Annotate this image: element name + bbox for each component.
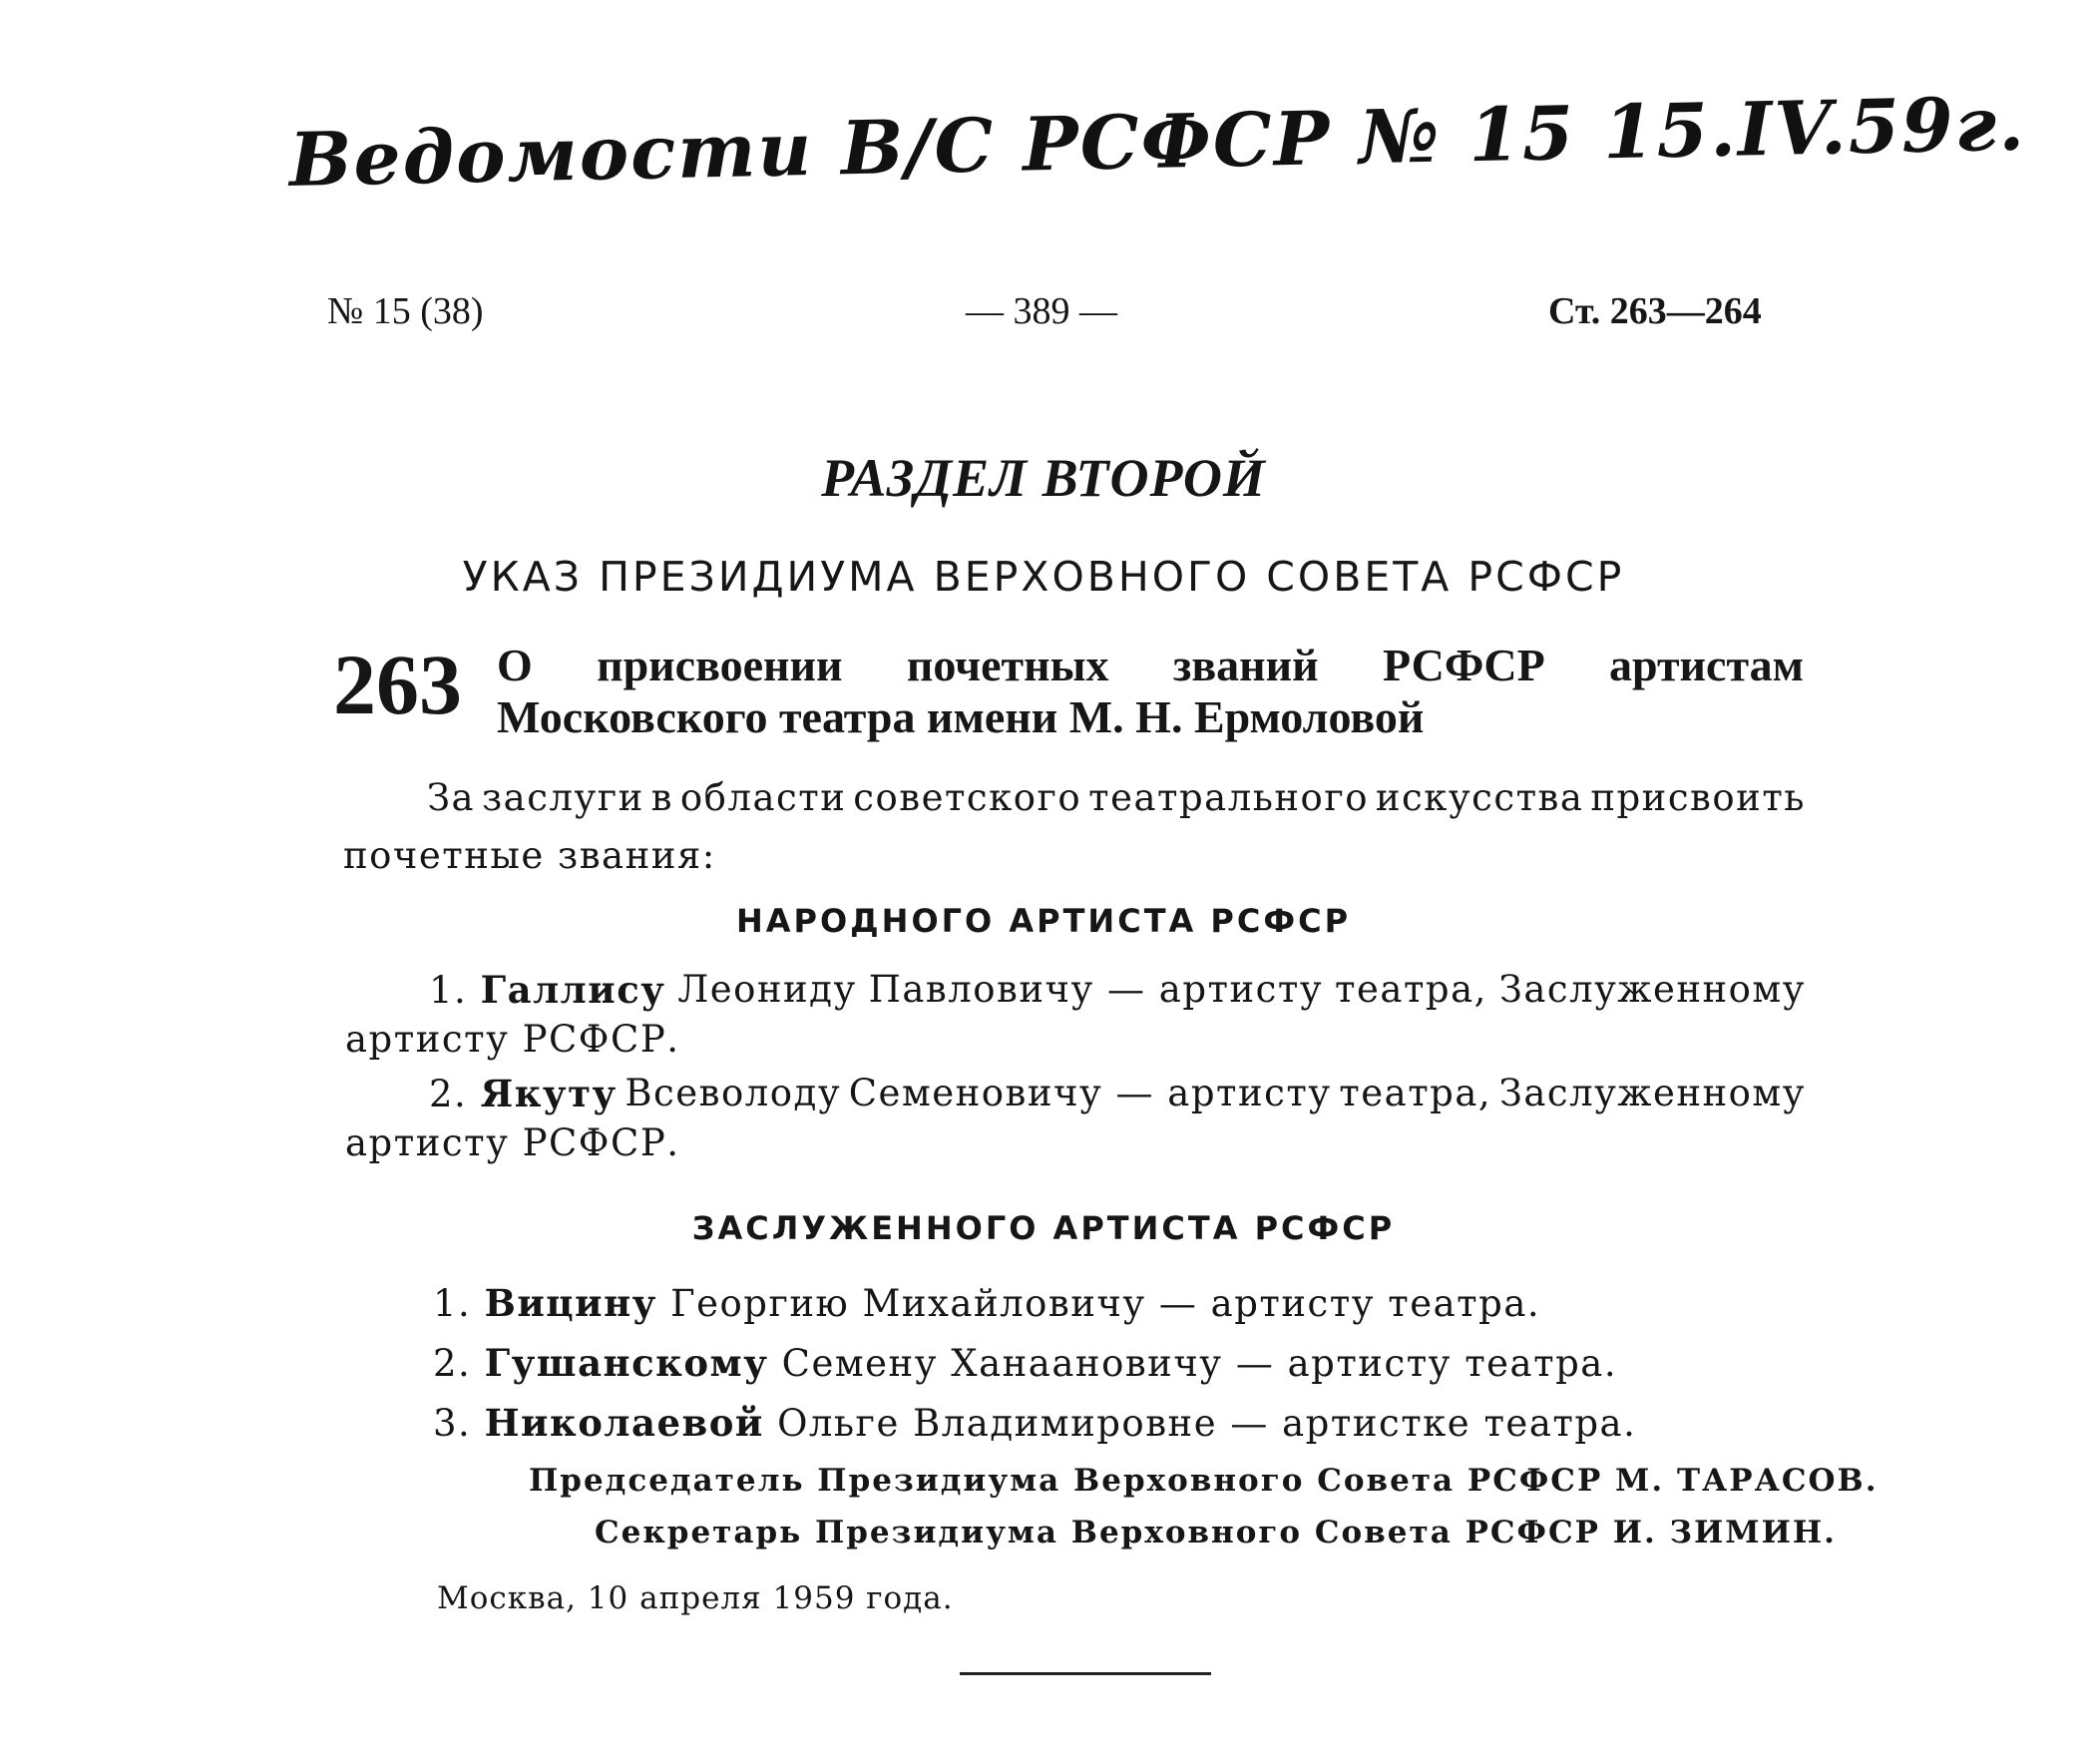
item-surname: Гушанскому xyxy=(484,1341,769,1385)
column-range: Ст. 263—264 xyxy=(1548,290,1762,332)
intro-word: в xyxy=(650,776,674,819)
intro-line-1 xyxy=(427,776,1806,819)
intro-word: театрального xyxy=(1088,776,1369,819)
intro-word: заслуги xyxy=(482,776,644,819)
section-title: РАЗДЕЛ ВТОРОЙ xyxy=(821,448,1266,508)
list-item xyxy=(433,1341,1617,1385)
list-item-lead xyxy=(429,968,665,1012)
decree-heading-line-2: Московского театра имени М. Н. Ермоловой xyxy=(497,691,1425,742)
item-surname: Галлису xyxy=(480,968,666,1012)
item-word: Леониду xyxy=(677,968,857,1011)
decree-number: 263 xyxy=(333,637,462,732)
item-number: 3. xyxy=(433,1402,472,1445)
heading-word: званий xyxy=(1172,640,1319,690)
intro-word: области xyxy=(679,776,847,819)
intro-word: советского xyxy=(853,776,1082,819)
item-rest: Георгию Михайловичу — артисту театра. xyxy=(670,1282,1541,1325)
item-rest: Ольге Владимировне — артистке театра. xyxy=(777,1402,1637,1445)
intro-line-2: почетные звания: xyxy=(343,834,716,877)
item-word: театра, xyxy=(1339,1072,1492,1114)
heading-word: артистам xyxy=(1608,640,1804,690)
chairman-signature: Председатель Президиума Верховного Совета РСФСР М. ТАРАСОВ. xyxy=(529,1463,1878,1499)
item-number: 2. xyxy=(433,1342,472,1385)
end-rule xyxy=(960,1672,1211,1675)
item-word: Заслуженному xyxy=(1498,1072,1806,1114)
list-item xyxy=(429,968,1806,1012)
heading-word: присвоении xyxy=(597,640,843,690)
item-number: 1. xyxy=(433,1282,472,1325)
list-item xyxy=(433,1401,1636,1445)
list-item-continuation: артисту РСФСР. xyxy=(345,1018,680,1061)
heading-word: О xyxy=(497,640,533,690)
intro-word: присвоить xyxy=(1590,776,1806,819)
intro-word: За xyxy=(427,776,476,819)
item-word: Всеволоду xyxy=(625,1072,842,1114)
item-word: Семеновичу — артисту xyxy=(848,1072,1332,1114)
heading-word: РСФСР xyxy=(1382,640,1545,690)
list-item xyxy=(429,1072,1806,1115)
issue-number: № 15 (38) xyxy=(327,290,484,332)
item-rest: Семену Ханаановичу — артисту театра. xyxy=(781,1342,1618,1385)
honored-artist-heading: ЗАСЛУЖЕННОГО АРТИСТА РСФСР xyxy=(691,1209,1396,1247)
decree-title: УКАЗ ПРЕЗИДИУМА ВЕРХОВНОГО СОВЕТА РСФСР xyxy=(462,553,1625,601)
place-and-date: Москва, 10 апреля 1959 года. xyxy=(437,1580,954,1616)
secretary-signature: Секретарь Президиума Верховного Совета РСФСР И. ЗИМИН. xyxy=(595,1515,1837,1550)
intro-word: искусства xyxy=(1375,776,1584,819)
item-surname: Николаевой xyxy=(484,1401,764,1445)
item-number: 2. xyxy=(429,1073,468,1115)
list-item xyxy=(433,1281,1540,1325)
item-word: Заслуженному xyxy=(1498,968,1806,1011)
heading-word: почетных xyxy=(906,640,1109,690)
decree-heading-line-1 xyxy=(497,639,1804,691)
item-surname: Вицину xyxy=(484,1281,657,1325)
page-number: — 389 — xyxy=(966,290,1117,332)
item-surname: Якуту xyxy=(480,1072,618,1115)
list-item-continuation: артисту РСФСР. xyxy=(345,1121,680,1164)
item-number: 1. xyxy=(429,969,468,1012)
handwritten-note: Ведомости В/С РСФСР № 15 15.IV.59г. xyxy=(288,81,2027,204)
list-item-lead xyxy=(429,1072,618,1115)
item-word: театра, xyxy=(1335,968,1487,1011)
peoples-artist-heading: НАРОДНОГО АРТИСТА РСФСР xyxy=(735,902,1352,940)
item-word: Павловичу — артисту xyxy=(868,968,1324,1011)
